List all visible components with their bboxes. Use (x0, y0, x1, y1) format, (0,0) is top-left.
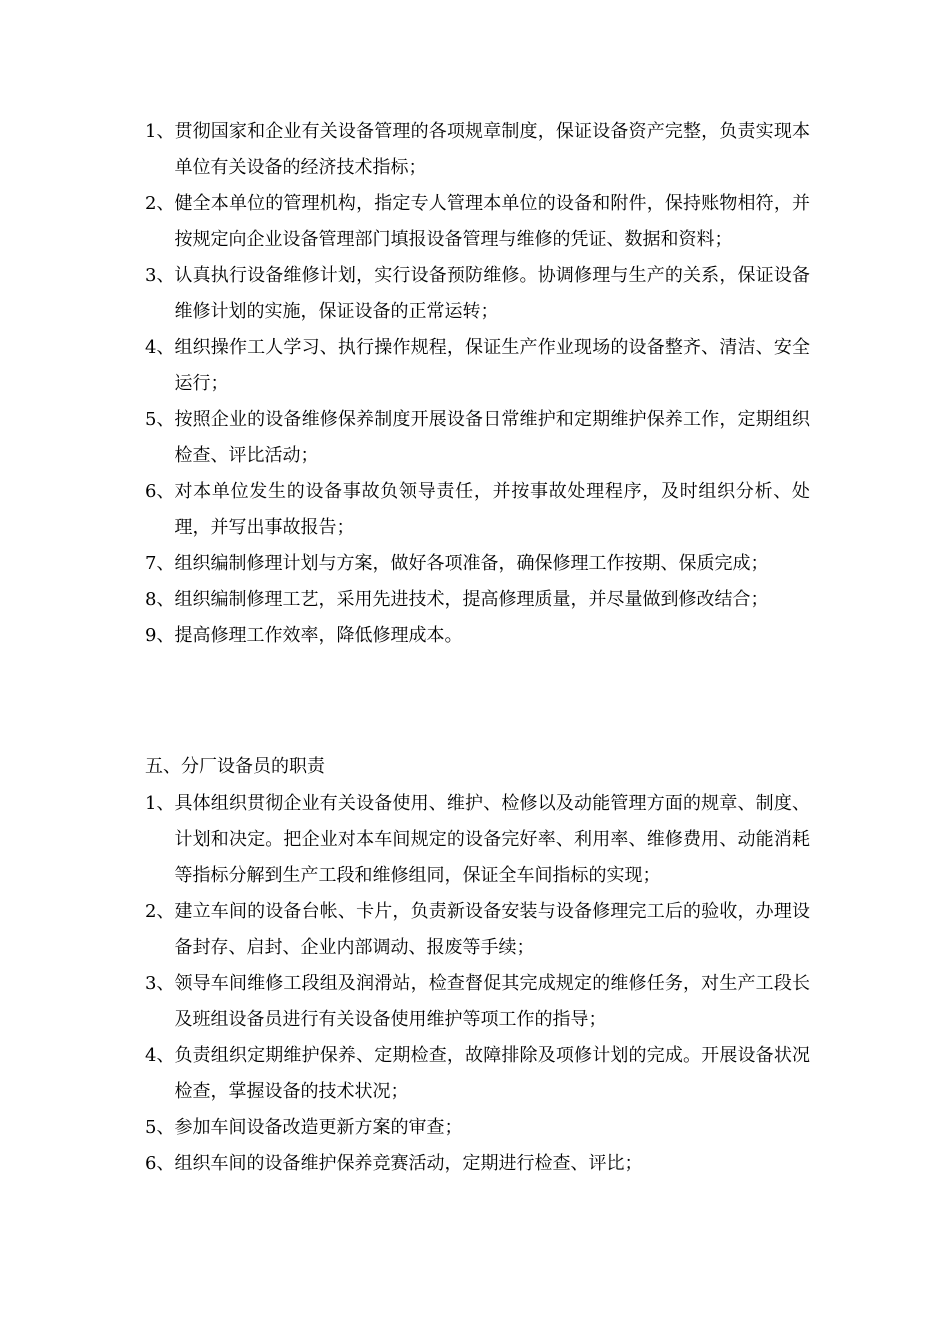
list-item (145, 1146, 810, 1182)
item-number: 4、 (145, 337, 175, 358)
item-text: 负责组织定期维护保养、定期检查，故障排除及项修计划的完成。开展设备状况检查，掌握设备的技术状况； (174, 1045, 810, 1102)
item-text: 组织操作工人学习、执行操作规程，保证生产作业现场的设备整齐、清洁、安全运行； (174, 337, 810, 394)
item-text: 建立车间的设备台帐、卡片，负责新设备安装与设备修理完工后的验收，办理设备封存、启封、企业内部调动、报废等手续； (174, 901, 810, 958)
item-number: 3、 (145, 973, 175, 994)
item-number: 5、 (145, 409, 175, 430)
item-text: 组织编制修理计划与方案，做好各项准备，确保修理工作按期、保质完成； (174, 553, 769, 574)
list-item (145, 618, 810, 654)
item-number: 2、 (145, 193, 175, 214)
item-text: 按照企业的设备维修保养制度开展设备日常维护和定期维护保养工作，定期组织检查、评比活动； (174, 409, 810, 466)
item-number: 9、 (145, 625, 175, 646)
item-number: 3、 (145, 265, 175, 286)
item-number: 6、 (145, 1153, 175, 1174)
item-text: 具体组织贯彻企业有关设备使用、维护、检修以及动能管理方面的规章、制度、计划和决定。把企业对本车间规定的设备完好率、利用率、维修费用、动能消耗等指标分解到生产工段和维修组同，保证全车间指标的实现； (174, 793, 810, 886)
item-number: 5、 (145, 1117, 175, 1138)
item-number: 4、 (145, 1045, 175, 1066)
item-text: 健全本单位的管理机构，指定专人管理本单位的设备和附件，保持账物相符，并按规定向企业设备管理部门填报设备管理与维修的凭证、数据和资料； (174, 193, 810, 250)
item-text: 组织车间的设备维护保养竞赛活动，定期进行检查、评比； (174, 1153, 643, 1174)
item-text: 认真执行设备维修计划，实行设备预防维修。协调修理与生产的关系，保证设备维修计划的实施，保证设备的正常运转； (174, 265, 810, 322)
section-heading: 五、分厂设备员的职责 (145, 756, 325, 777)
item-text: 贯彻国家和企业有关设备管理的各项规章制度，保证设备资产完整，负责实现本单位有关设备的经济技术指标； (174, 121, 810, 178)
item-text: 领导车间维修工段组及润滑站，检查督促其完成规定的维修任务，对生产工段长及班组设备员进行有关设备使用维护等项工作的指导； (174, 973, 810, 1030)
list-item (145, 894, 810, 966)
list-item (145, 114, 810, 186)
item-text: 提高修理工作效率，降低修理成本。 (174, 625, 463, 646)
list-item (145, 546, 810, 582)
item-number: 1、 (145, 793, 175, 814)
list-item (145, 402, 810, 474)
list-item (145, 582, 810, 618)
list-item (145, 1110, 810, 1146)
item-number: 1、 (145, 121, 175, 142)
section-four-list (145, 114, 810, 654)
item-text: 参加车间设备改造更新方案的审查； (174, 1117, 463, 1138)
item-number: 6、 (145, 481, 175, 502)
item-number: 7、 (145, 553, 175, 574)
list-item (145, 186, 810, 258)
list-item (145, 1038, 810, 1110)
list-item (145, 330, 810, 402)
item-number: 8、 (145, 589, 175, 610)
list-item (145, 966, 810, 1038)
item-number: 2、 (145, 901, 175, 922)
item-text: 组织编制修理工艺，采用先进技术，提高修理质量，并尽量做到修改结合； (174, 589, 769, 610)
list-item (145, 258, 810, 330)
section-five-list (145, 786, 810, 1182)
item-text: 对本单位发生的设备事故负领导责任，并按事故处理程序，及时组织分析、处理，并写出事故报告； (174, 481, 810, 538)
list-item (145, 786, 810, 894)
list-item (145, 474, 810, 546)
